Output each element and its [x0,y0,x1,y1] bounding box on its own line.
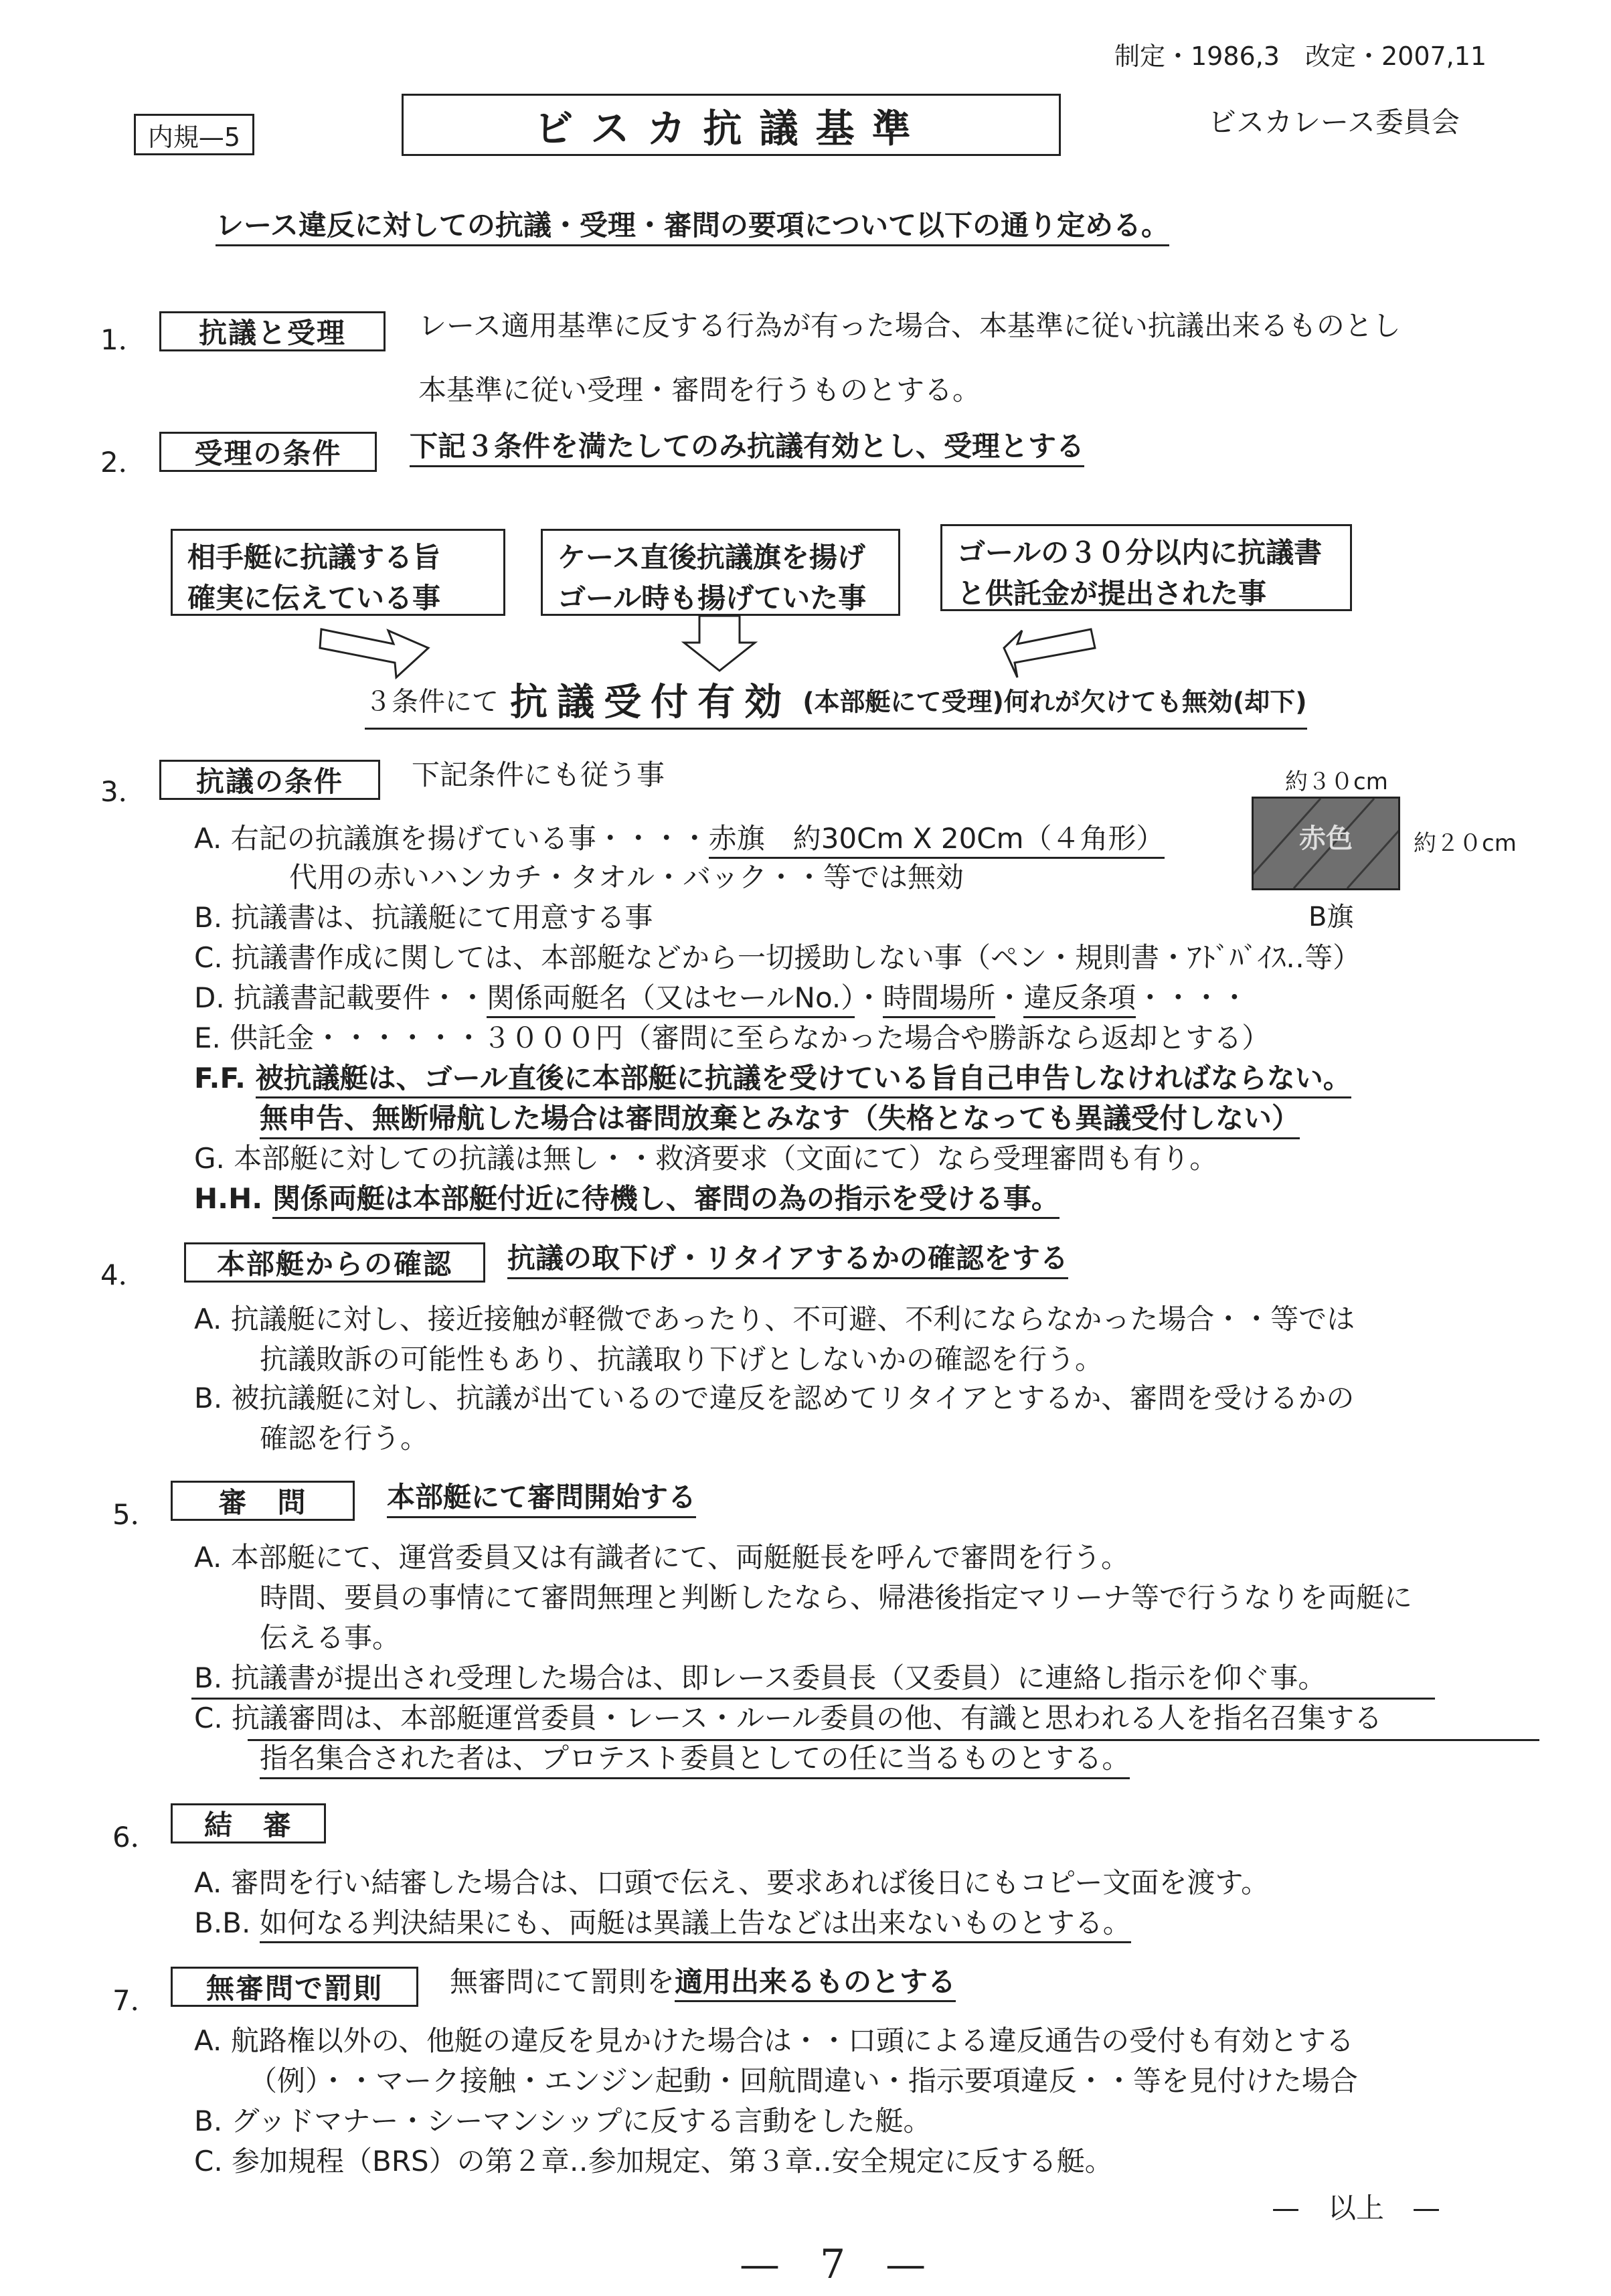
arrow-left-down-icon [1004,629,1095,677]
item-6b-letter: B. [194,1906,223,1939]
condition-1-line-1: 相手艇に抗議する旨 [187,541,441,574]
item-h-space: H. [228,1182,272,1215]
section-6-item-a: A. 審問を行い結審した場合は、口頭で伝え、要求あれば後日にもコピー文面を渡す。 [194,1866,1270,1899]
section-3-item-f [194,1062,1351,1095]
section-3-item-a-note: 代用の赤いハンカチ・タオル・バック・・等では無効 [289,861,964,894]
section-3-item-a [194,822,1165,855]
condition-2-line-1: ケース直後抗議旗を揚げ [558,541,865,574]
section-6-label: 結 審 [171,1803,326,1843]
section-5-item-a: A. 本部艇にて、運営委員又は有識者にて、両艇艇長を呼んで審問を行う。 [194,1541,1130,1574]
section-1-text-1: レース適用基準に反する行為が有った場合、本基準に従い抗議出来るものとし [418,309,1401,342]
section-4-label: 本部艇からの確認 [184,1242,485,1283]
section-3-item-d [194,981,1248,1015]
item-d-text: D. 抗議書記載要件・・ [194,981,487,1014]
section-4-item-b: B. 被抗議艇に対し、抗議が出ているので違反を認めてリタイアとするか、審問を受けるかの [194,1382,1355,1414]
section-2-label: 受理の条件 [159,432,377,472]
section-5-item-c: C. 抗議審問は、本部艇運営委員・レース・ルール委員の他、有識と思われる人を指名召集する [194,1702,1383,1734]
flag-width-label: 約３０cm [1285,768,1388,795]
section-5-item-a-cont-2: 伝える事。 [260,1621,401,1654]
section-5-number: 5． [112,1498,159,1531]
section-7-text-pre: 無審問にて罰則を [450,1965,675,1998]
item-6b-space: B. [222,1906,260,1939]
document-title: ビスカ抗議基準 [402,94,1061,156]
item-f-text: 被抗議艇は、ゴール直後に本部艇に抗議を受けている旨自己申告しなければならない。 [256,1062,1351,1098]
red-flag-diagram [1252,797,1400,890]
section-7-item-a: A. 航路権以外の、他艇の違反を見かけた場合は・・口頭による違反通告の受付も有効とする [194,2024,1355,2057]
section-6-number: 6． [112,1821,159,1854]
item-h-text: 関係両艇は本部艇付近に待機し、審問の為の指示を受ける事。 [272,1182,1059,1219]
item-d-rule: 違反条項 [1023,981,1136,1018]
flag-name: B旗 [1308,902,1354,932]
section-3-label: 抗議の条件 [159,760,380,800]
result-main: 抗議受付有効 [510,681,792,724]
section-5-item-c-cont: 指名集合された者は、プロテスト委員としての任に当るものとする。 [260,1742,1130,1779]
item-f-space: F. [220,1062,256,1094]
section-3-text: 下記条件にも従う事 [412,758,665,791]
rule-number: 内規—5 [134,114,254,155]
section-3-item-c: C. 抗議書作成に関しては、本部艇などから一切援助しない事（ペン・規則書・ｱﾄﾞﾊﾞｲｽ‥等） [194,941,1361,974]
section-7-item-c: C. 参加規程（BRS）の第２章‥参加規定、第３章‥安全規定に反する艇。 [194,2145,1113,2178]
item-d-tail: ・・・・ [1136,981,1249,1014]
end-mark: — 以上 — [1272,2192,1441,2224]
page-number: — 7 — [740,2241,926,2288]
section-4-item-b-cont: 確認を行う。 [260,1422,429,1455]
hand-drawn-rule-1 [191,1698,1435,1700]
section-7-number: 7． [112,1984,159,2017]
committee-name: ビスカレース委員会 [1208,106,1460,139]
section-5-label: 審 問 [171,1481,355,1521]
section-7-item-b: B. グッドマナー・シーマンシップに反する言動をした艇。 [194,2105,932,2137]
section-4-text: 抗議の取下げ・リタイアするかの確認をする [507,1242,1068,1279]
condition-3-line-1: ゴールの３０分以内に抗議書 [957,536,1323,569]
section-3-number: 3． [100,775,147,808]
result-suffix: (本部艇にて受理)何れが欠けても無効(却下) [802,687,1307,717]
section-7-text [450,1965,956,1999]
section-5-item-b: B. 抗議書が提出され受理した場合は、即レース委員長（又委員）に連絡し指示を仰ぐ事。 [194,1661,1327,1694]
section-7-item-a-example: （例）・・マーク接触・エンジン起動・回航間違い・指示要項違反・・等を見付けた場合 [249,2064,1358,2097]
hand-drawn-rule-2 [248,1739,1539,1741]
section-1-label: 抗議と受理 [159,311,386,351]
section-2-number: 2． [100,446,147,479]
section-7-label: 無審問で罰則 [171,1967,418,2007]
section-3-item-h [194,1182,1059,1216]
section-3-item-f-note: 無申告、無断帰航した場合は審問放棄とみなす（失格となっても異議受付しない） [260,1102,1300,1139]
condition-2-line-2: ゴール時も揚げていた事 [558,581,867,614]
section-1-number: 1． [100,323,147,356]
section-5-item-a-cont-1: 時間、要員の事情にて審問無理と判断したなら、帰港後指定マリーナ等で行うなりを両艇に [260,1581,1413,1614]
section-3-item-b: B. 抗議書は、抗議艇にて用意する事 [194,901,653,934]
section-2-text: 下記３条件を満たしてのみ抗議有効とし、受理とする [410,430,1084,467]
section-3-item-g: G. 本部艇に対しての抗議は無し・・救済要求（文面にて）なら受理審問も有り。 [194,1142,1218,1175]
item-d-time-place: 時間場所 [883,981,995,1018]
section-4-number: 4． [100,1258,147,1291]
condition-3-line-2: と供託金が提出された事 [957,576,1267,610]
condition-arrows [0,0,1611,736]
section-6-item-b [194,1906,1131,1940]
item-a-flag-spec: 赤旗 約30Cm X 20Cm（４角形） [709,822,1165,859]
item-a-text: A. 右記の抗議旗を揚げている事・・・・ [194,822,709,855]
section-5-text: 本部艇にて審問開始する [387,1481,696,1518]
section-4-item-a: A. 抗議艇に対し、接近接触が軽微であったり、不可避、不利にならなかった場合・・等では [194,1303,1355,1335]
flag-height-label: 約２０cm [1414,830,1517,857]
item-h-letter: H. [194,1182,229,1215]
section-4-item-a-cont: 抗議敗訴の可能性もあり、抗議取り下げとしないかの確認を行う。 [260,1343,1104,1376]
result-prefix: ３条件にて [365,686,499,718]
item-d-sep-2: ・ [995,981,1024,1014]
condition-1-line-2: 確実に伝えている事 [187,581,441,614]
arrow-right-down-icon [320,629,428,677]
arrow-down-icon [684,616,755,671]
item-f-letter: F. [194,1062,220,1094]
item-6b-text: 如何なる判決結果にも、両艇は異議上告などは出来ないものとする。 [260,1906,1131,1943]
flag-color-label: 赤色 [1299,823,1353,854]
item-d-sep-1: ・ [855,981,883,1014]
item-d-boat-names: 関係両艇名（又はセールNo.） [487,981,855,1018]
intro-statement: レース違反に対しての抗議・受理・審問の要項について以下の通り定める。 [216,209,1169,246]
revision-dates: 制定・1986,3 改定・2007,11 [1114,42,1487,71]
section-3-item-e: E. 供託金・・・・・・３０００円（審問に至らなかった場合や勝訴なら返却とする） [194,1021,1270,1054]
section-7-text-ul: 適用出来るものとする [675,1965,956,2002]
section-2-result [365,673,1307,730]
section-1-text-2: 本基準に従い受理・審問を行うものとする。 [418,374,981,406]
